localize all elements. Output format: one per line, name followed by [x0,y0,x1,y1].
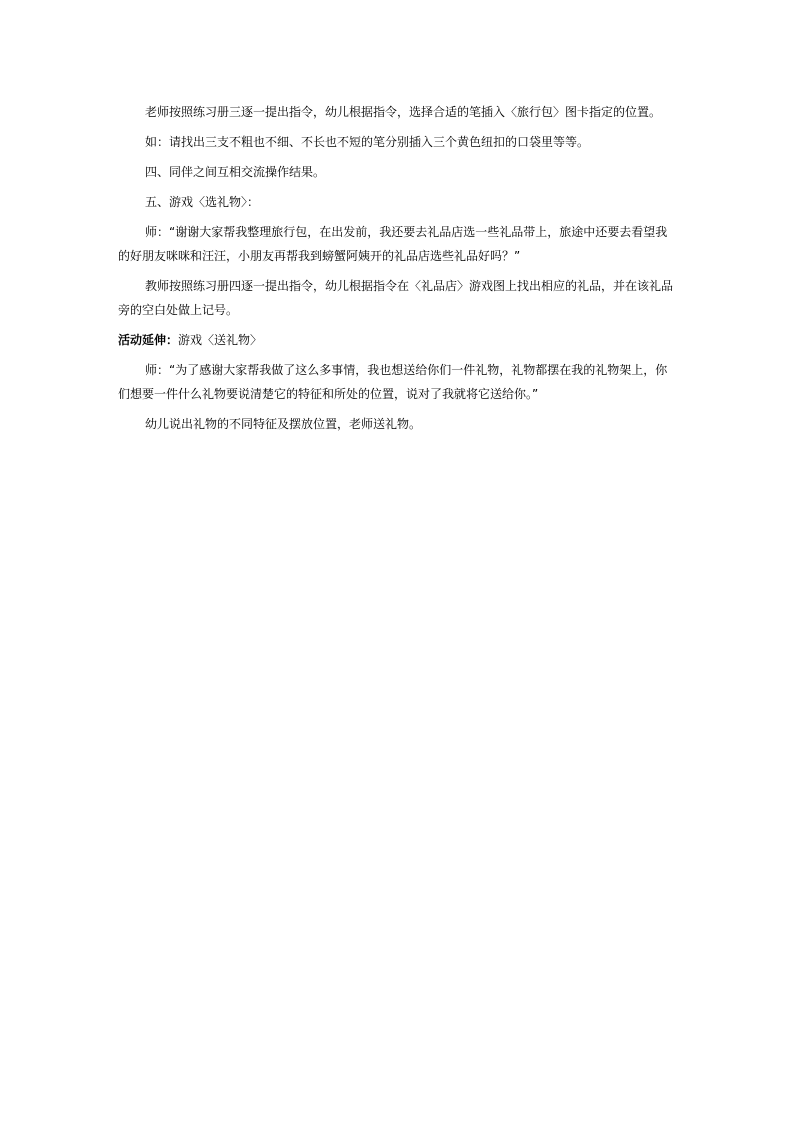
paragraph-teacher-quote-2: 师：“为了感谢大家帮我做了这么多事情，我也想送给你们一件礼物，礼物都摆在我的礼物架上，你们想要一件什么礼物要说清楚它的特征和所处的位置，说对了我就将它送给你。” [118,363,668,401]
paragraph-activity-extension [118,328,678,352]
paragraph-instruction-4: 教师按照练习册四逐一提出指令，幼儿根据指令在〈礼品店〉游戏图上找出相应的礼品，并在该礼品旁的空白处做上记号。 [118,279,674,317]
extension-text: 游戏〈送礼物〉 [178,333,263,347]
paragraph-instruction-3: 老师按照练习册三逐一提出指令，幼儿根据指令，选择合适的笔插入〈旅行包〉图卡指定的位置。 [145,105,662,119]
document-body [118,100,678,442]
paragraph-step-4: 四、同伴之间互相交流操作结果。 [145,165,326,179]
extension-label: 活动延伸： [118,333,179,347]
paragraph-example: 如：请找出三支不粗也不细、不长也不短的笔分别插入三个黄色纽扣的口袋里等等。 [145,135,590,149]
paragraph-closing: 幼儿说出礼物的不同特征及摆放位置，老师送礼物。 [145,417,422,431]
paragraph-teacher-quote-1: 师：“谢谢大家帮我整理旅行包，在出发前，我还要去礼品店选一些礼品带上，旅途中还要去看望我的好朋友咪咪和汪汪，小朋友再帮我到螃蟹阿姨开的礼品店选些礼品好吗？” [118,225,668,263]
paragraph-step-5: 五、游戏〈选礼物〉： [145,195,260,209]
